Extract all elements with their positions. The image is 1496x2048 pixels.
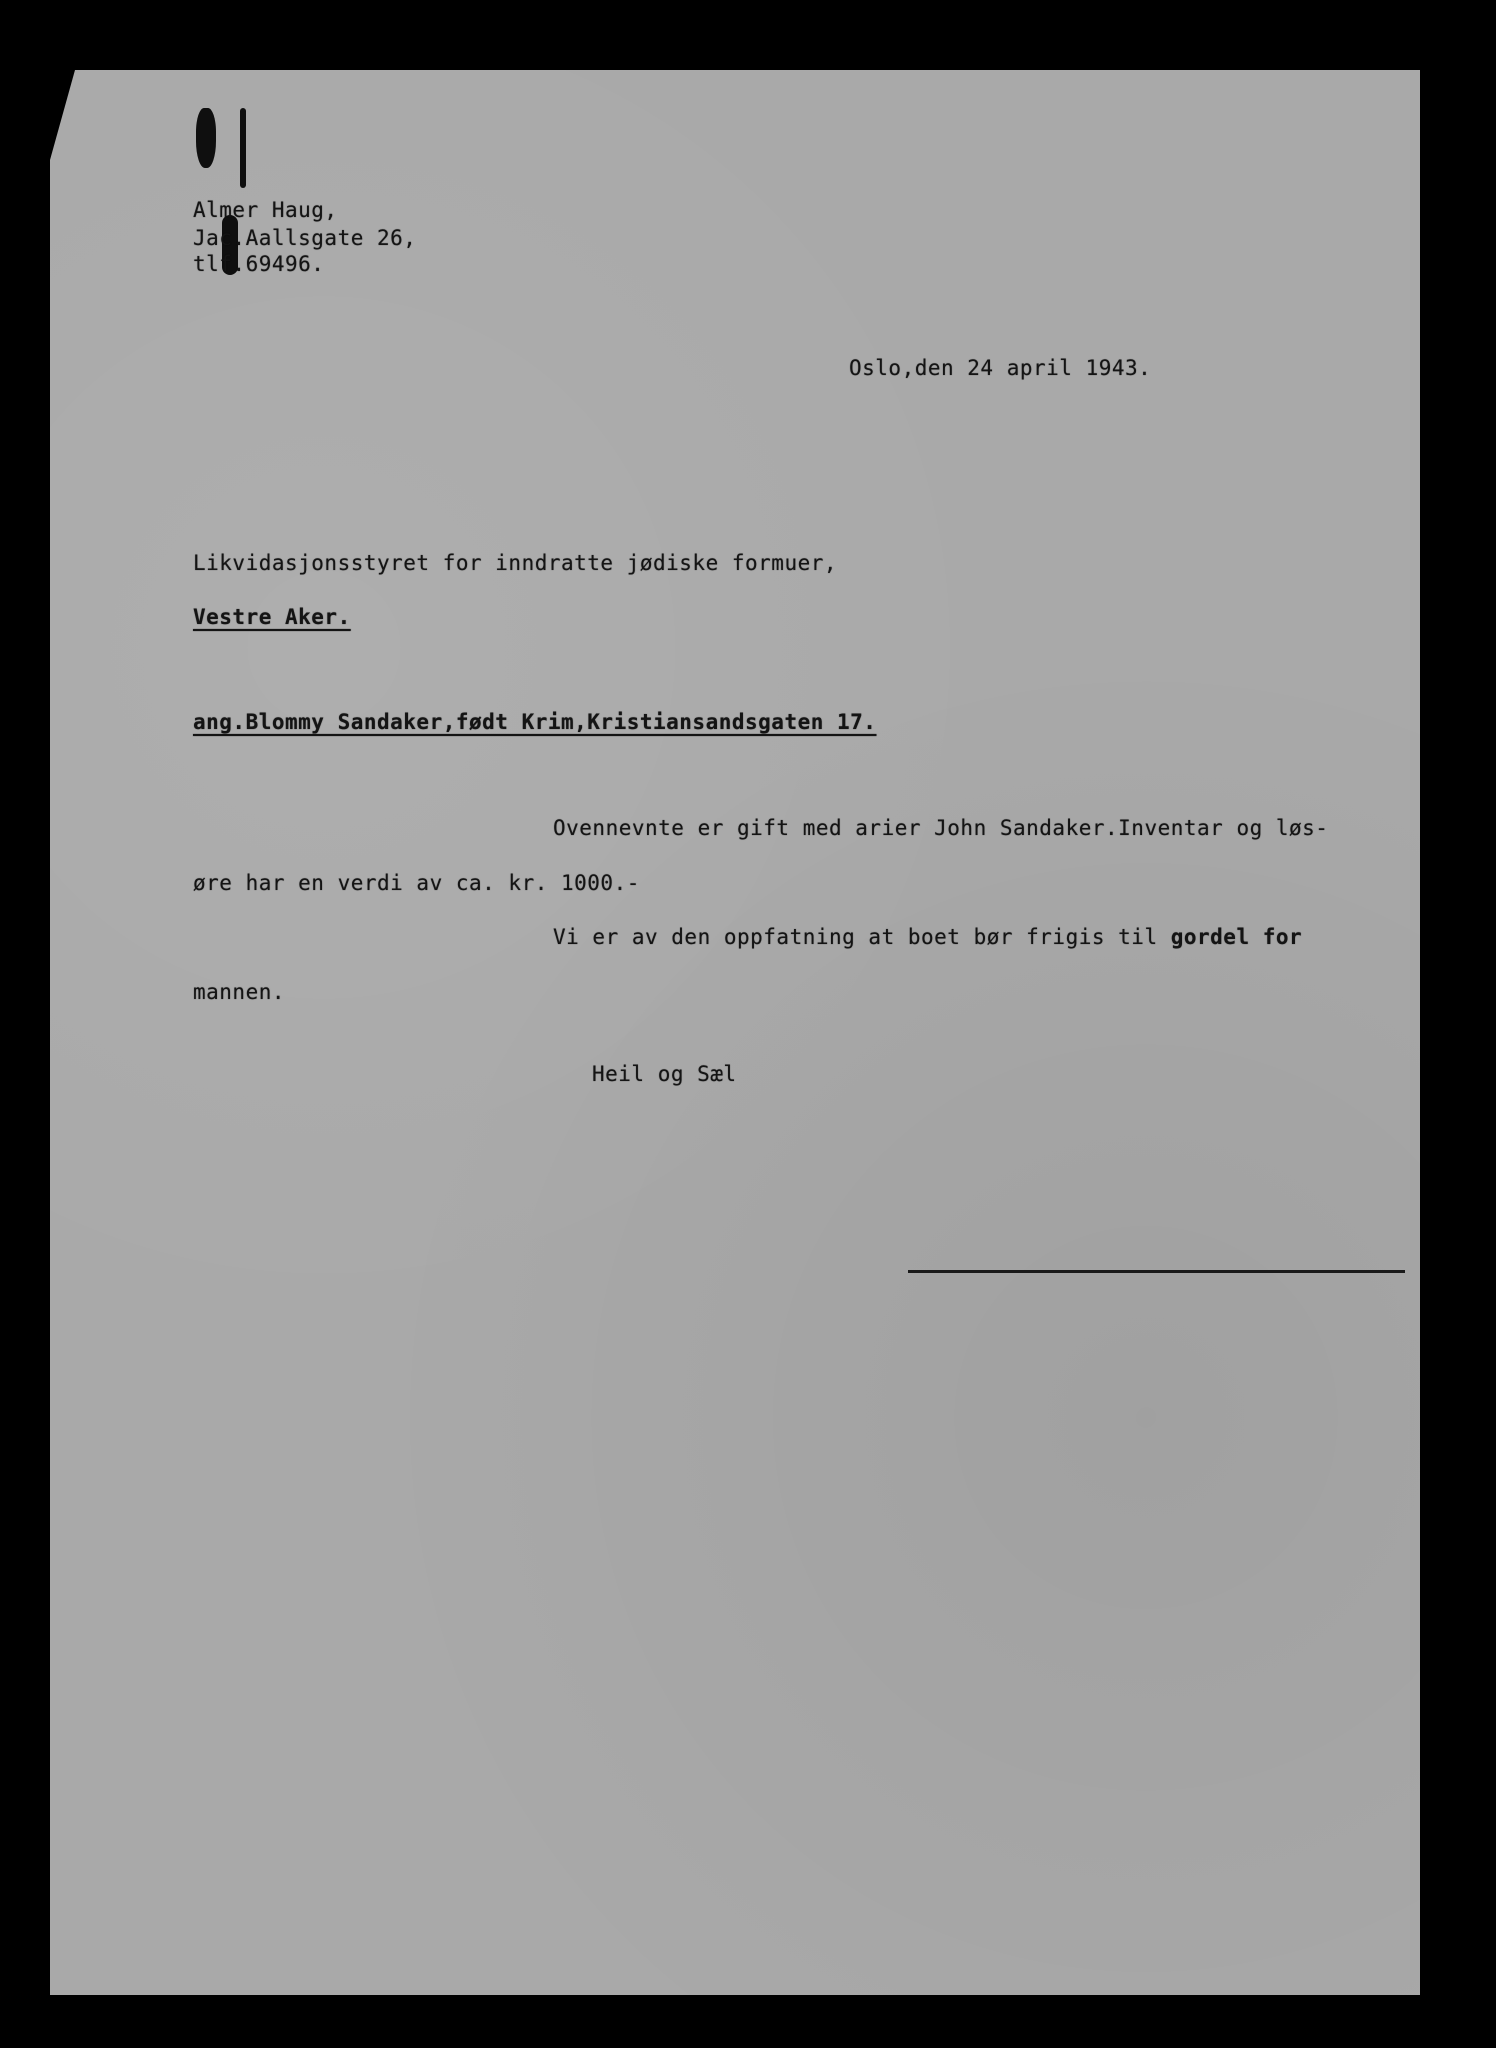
body-text-bold: gordel for [1170,925,1303,949]
body-text: Vi er av den oppfatning at boet bør frigis til [553,925,1171,949]
punch-hole-mark [196,108,216,168]
body-paragraph-line: mannen. [193,980,286,1004]
recipient-line: Likvidasjonsstyret for inndratte jødiske formuer, [193,551,838,575]
letter-page [50,70,1420,1995]
date-line: Oslo,den 24 april 1943. [849,356,1152,380]
body-paragraph-line: øre har en verdi av ca. kr. 1000.- [193,871,640,895]
sender-phone: tlf.69496. [193,252,325,276]
subject-line: ang.Blommy Sandaker,født Krim,Kristiansandsgaten 17. [193,710,877,734]
body-paragraph-line [553,925,1302,949]
closing-salutation: Heil og Sæl [592,1062,737,1086]
signature-line [908,1270,1405,1273]
punch-hole-mark [240,108,246,188]
sender-name: Almer Haug, [193,198,338,222]
body-paragraph-line: Ovennevnte er gift med arier John Sandaker.Inventar og løs- [553,816,1329,840]
recipient-district: Vestre Aker. [193,605,351,629]
sender-address: Jac.Aallsgate 26, [193,226,417,250]
